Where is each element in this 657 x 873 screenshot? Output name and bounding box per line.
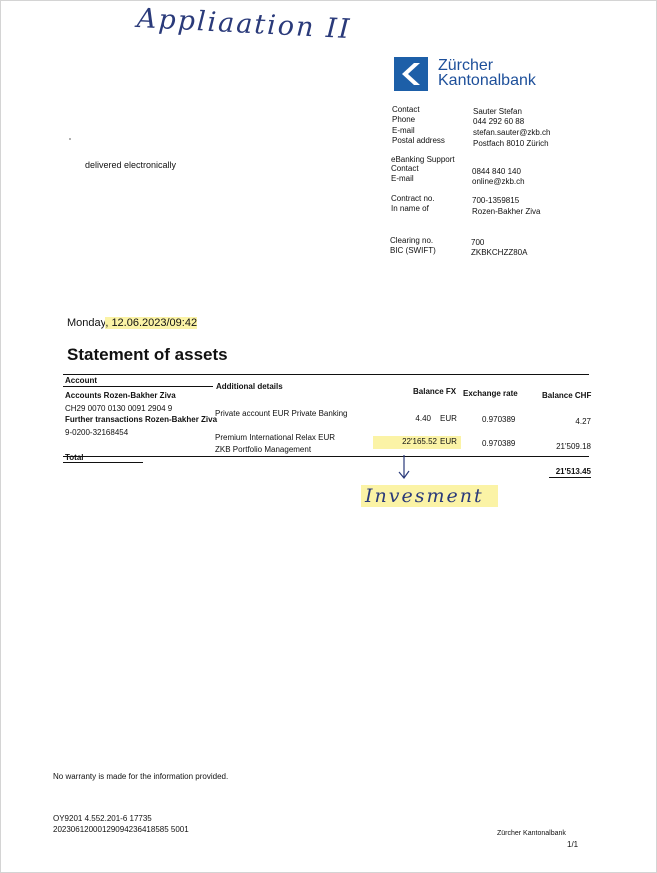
bank-logo-text bbox=[438, 58, 536, 88]
clearing-label: Clearing no. bbox=[390, 236, 434, 245]
row1-currency: EUR bbox=[440, 414, 457, 423]
statement-date bbox=[67, 317, 197, 329]
date-value: , 12.06.2023/09:42 bbox=[105, 317, 198, 329]
header-underline bbox=[63, 386, 213, 387]
postal-label: Postal address bbox=[392, 136, 445, 145]
total-value: 21'513.45 bbox=[555, 467, 591, 476]
row2-amount-highlight bbox=[373, 436, 461, 449]
header-details: Additional details bbox=[216, 382, 283, 391]
footer-code2: 20230612000129094236418585 5001 bbox=[53, 825, 189, 834]
footer-page-number: 1/1 bbox=[567, 840, 579, 849]
total-double-rule bbox=[549, 477, 591, 478]
row1-account: CH29 0070 0130 0091 2904 9 bbox=[65, 404, 173, 413]
contract-value: 700-1359815 bbox=[472, 196, 520, 205]
name-value: Rozen-Bakher Ziva bbox=[472, 207, 541, 216]
row1-chf: 4.27 bbox=[575, 417, 591, 426]
phone-label: Phone bbox=[392, 115, 416, 124]
row2-account: 9-0200-32168454 bbox=[65, 428, 129, 437]
ebanking-contact-value: 0844 840 140 bbox=[472, 167, 521, 176]
clearing-value: 700 bbox=[471, 238, 485, 247]
table-top-rule bbox=[63, 374, 589, 375]
total-top-rule bbox=[63, 456, 589, 457]
row2-details2: ZKB Portfolio Management bbox=[215, 445, 312, 454]
delivery-note: delivered electronically bbox=[85, 160, 177, 170]
handwritten-title: Appliaation II bbox=[136, 3, 353, 46]
row1-details: Private account EUR Private Banking bbox=[215, 409, 348, 418]
ebanking-heading: eBanking Support bbox=[391, 155, 455, 164]
row2-chf: 21'509.18 bbox=[556, 442, 591, 451]
total-underline bbox=[63, 462, 143, 463]
date-weekday: Monday bbox=[67, 317, 106, 329]
bic-value: ZKBKCHZZ80A bbox=[471, 248, 528, 257]
handwritten-annotation: Invesment bbox=[361, 485, 498, 507]
ebanking-contact-label: Contact bbox=[391, 164, 419, 173]
bank-logo-line2: Kantonalbank bbox=[438, 72, 536, 89]
header-account: Account bbox=[65, 376, 97, 385]
row1-amount: 4.40 bbox=[415, 414, 431, 423]
row2-currency: EUR bbox=[440, 437, 457, 446]
group1-title: Accounts Rozen-Bakher Ziva bbox=[65, 391, 176, 400]
bic-label: BIC (SWIFT) bbox=[390, 246, 436, 255]
ebanking-email-value: online@zkb.ch bbox=[472, 177, 525, 186]
postal-value: Postfach 8010 Zürich bbox=[473, 139, 549, 148]
header-balance-chf: Balance CHF bbox=[542, 391, 592, 400]
statement-title: Statement of assets bbox=[67, 345, 228, 364]
phone-value: 044 292 60 88 bbox=[473, 117, 525, 126]
contract-label: Contract no. bbox=[391, 194, 435, 203]
disclaimer: No warranty is made for the information provided. bbox=[53, 772, 229, 781]
email-value: stefan.sauter@zkb.ch bbox=[473, 128, 551, 137]
ebanking-email-label: E-mail bbox=[391, 174, 414, 183]
contact-label: Contact bbox=[392, 105, 420, 114]
row2-amount: 22'165.52 bbox=[402, 437, 437, 446]
bank-logo-line1: Zürcher bbox=[438, 57, 494, 74]
bank-logo-icon bbox=[394, 57, 428, 91]
row2-rate: 0.970389 bbox=[482, 439, 516, 448]
footer-code1: OY9201 4.552.201-6 17735 bbox=[53, 814, 152, 823]
total-label: Total bbox=[65, 453, 84, 462]
handwritten-arrow-icon bbox=[398, 455, 410, 481]
contact-value: Sauter Stefan bbox=[473, 107, 522, 116]
group2-title: Further transactions Rozen-Bakher Ziva bbox=[65, 415, 218, 424]
scan-dot bbox=[69, 138, 71, 140]
header-balance-fx: Balance FX bbox=[413, 387, 457, 396]
header-exchange-rate: Exchange rate bbox=[463, 389, 518, 398]
row2-details: Premium International Relax EUR bbox=[215, 433, 336, 442]
email-label: E-mail bbox=[392, 126, 415, 135]
row1-rate: 0.970389 bbox=[482, 415, 516, 424]
footer-bank-name: Zürcher Kantonalbank bbox=[497, 830, 566, 837]
bank-logo bbox=[394, 57, 544, 93]
name-label: In name of bbox=[391, 204, 429, 213]
